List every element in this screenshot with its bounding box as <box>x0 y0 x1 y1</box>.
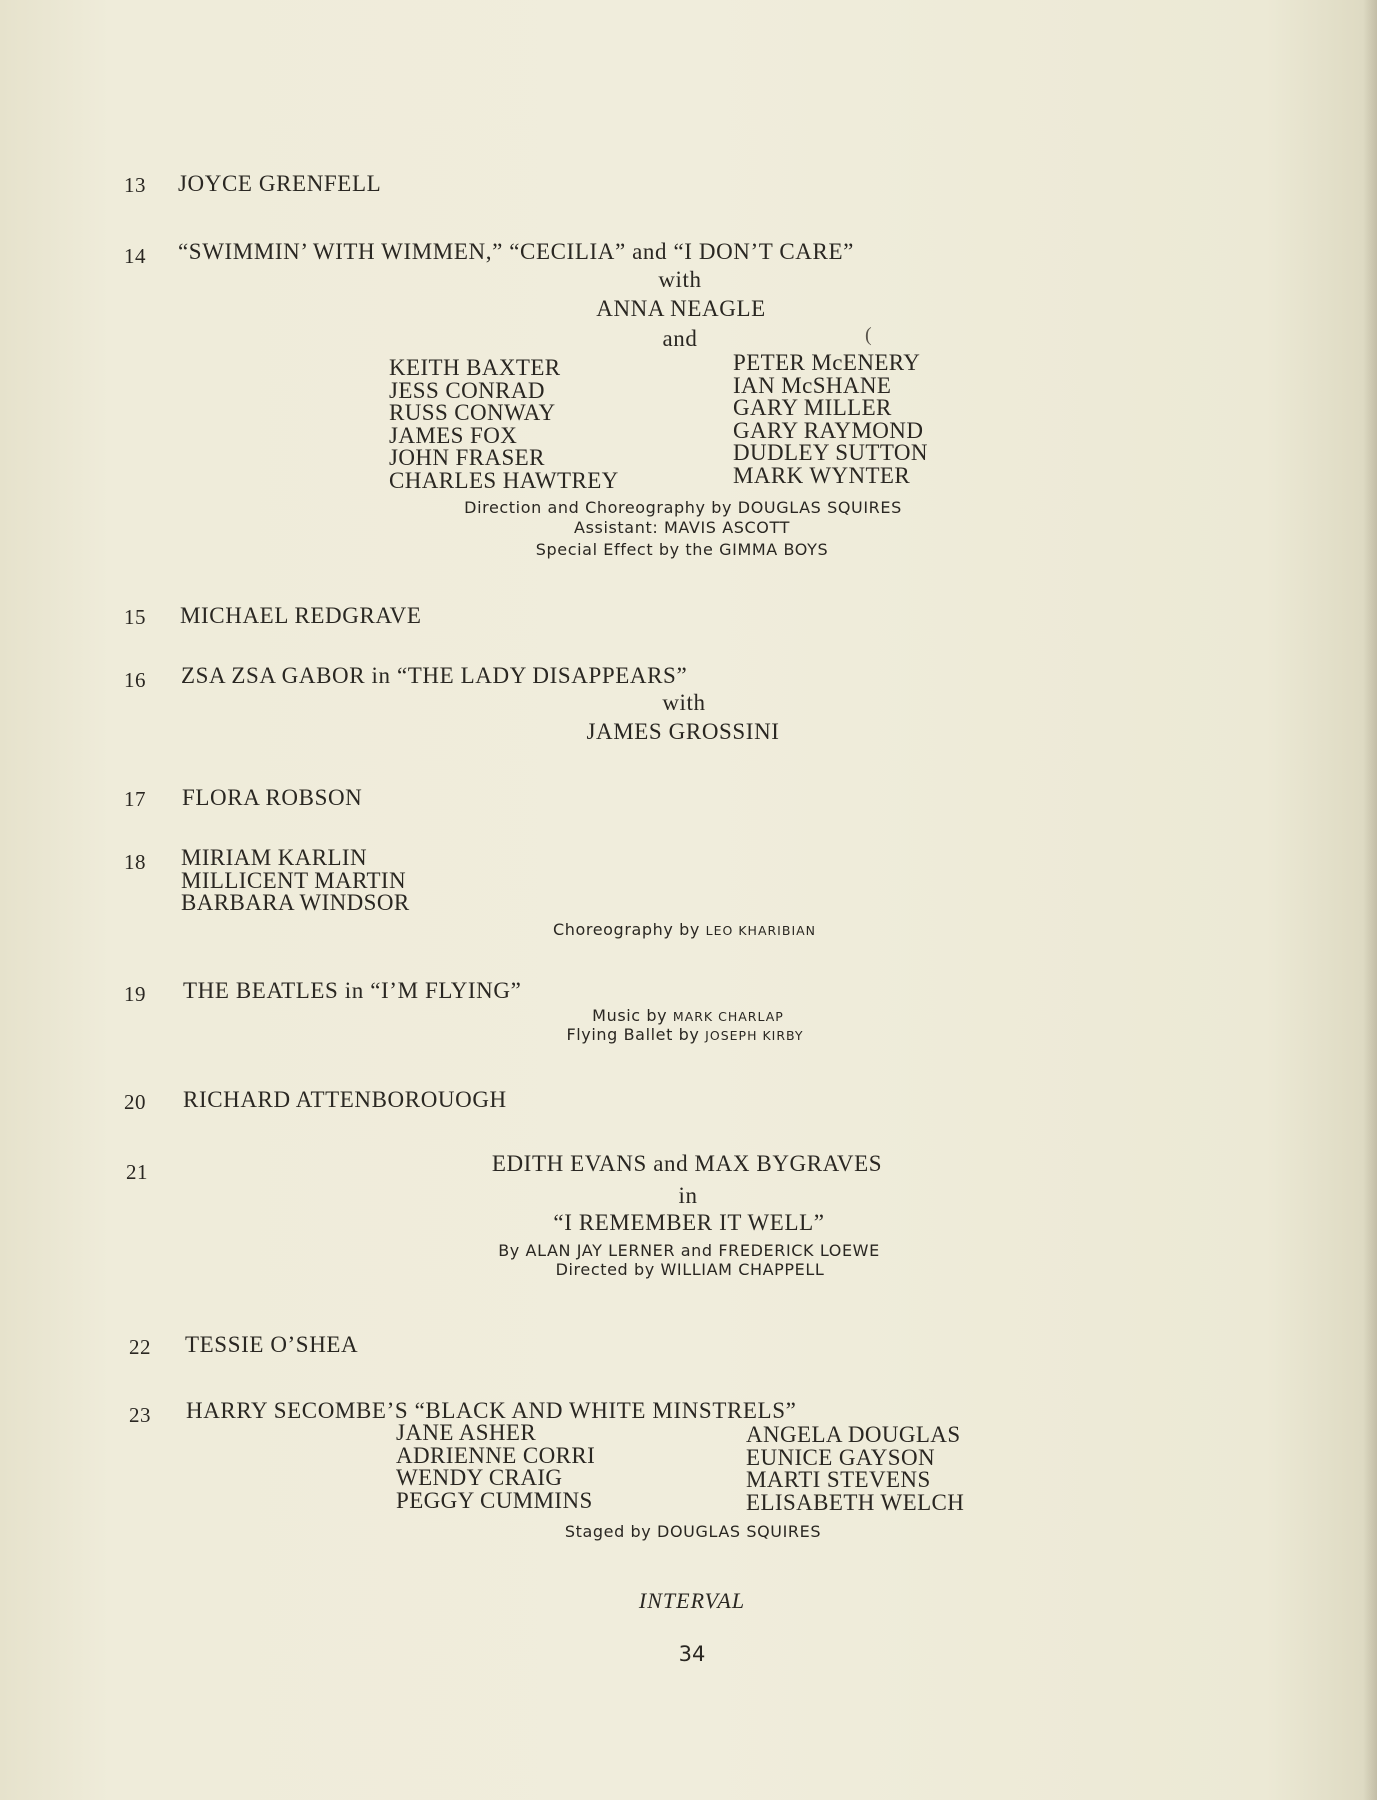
credit-name: MARK CHARLAP <box>672 1009 784 1024</box>
credit-line: Assistant: MAVIS ASCOTT <box>574 518 790 537</box>
credit-line <box>566 1025 803 1044</box>
item-title: TESSIE O’SHEA <box>185 1332 359 1357</box>
performer-name: MIRIAM KARLIN <box>181 845 367 870</box>
page-number: 34 <box>678 1642 706 1666</box>
item-number: 17 <box>124 787 146 811</box>
cast-list-right <box>746 1424 964 1514</box>
cast-list-left <box>396 1422 595 1512</box>
credit-line: Directed by WILLIAM CHAPPELL <box>555 1260 825 1279</box>
item-number: 18 <box>124 850 146 874</box>
cast-name: JAMES FOX <box>389 422 518 448</box>
credit-name: JOSEPH KIRBY <box>705 1028 804 1043</box>
performer-list <box>181 847 410 915</box>
credit-line: Special Effect by the GIMMA BOYS <box>535 540 829 559</box>
cast-name: DUDLEY SUTTON <box>733 440 928 465</box>
item-number: 16 <box>124 668 146 692</box>
lead-performer: ANNA NEAGLE <box>596 296 766 321</box>
interval-heading: INTERVAL <box>638 1588 746 1613</box>
item-number: 20 <box>124 1090 146 1114</box>
performer-name: MILLICENT MARTIN <box>181 867 406 893</box>
item-title: RICHARD ATTENBOROUOGH <box>183 1087 507 1112</box>
cast-name: MARK WYNTER <box>733 462 911 488</box>
cast-name: PEGGY CUMMINS <box>396 1487 593 1513</box>
credit-line <box>553 920 816 939</box>
in-text: in <box>678 1183 698 1208</box>
credit-line <box>592 1006 784 1025</box>
cast-name: ELISABETH WELCH <box>746 1489 965 1515</box>
cast-list-right <box>733 352 928 487</box>
cast-name: JANE ASHER <box>396 1420 537 1445</box>
cast-name: KEITH BAXTER <box>389 355 561 380</box>
item-title: JOYCE GRENFELL <box>178 171 382 196</box>
cast-name: IAN McSHANE <box>733 372 892 398</box>
cast-name: GARY MILLER <box>733 395 892 420</box>
cast-name: ANGELA DOUGLAS <box>746 1422 961 1447</box>
item-title: “SWIMMIN’ WITH WIMMEN,” “CECILIA” and “I DON’T CARE” <box>178 239 854 264</box>
cast-list-left <box>389 357 619 492</box>
credit-label: Flying Ballet by <box>566 1025 700 1044</box>
item-number: 15 <box>124 605 146 629</box>
credit-name: LEO KHARIBIAN <box>705 923 817 938</box>
cast-name: EUNICE GAYSON <box>746 1444 935 1470</box>
lead-performer: JAMES GROSSINI <box>586 719 780 744</box>
page-edge-shadow <box>1363 0 1377 1800</box>
cast-name: MARTI STEVENS <box>746 1467 931 1492</box>
item-number: 21 <box>126 1160 148 1184</box>
item-title: MICHAEL REDGRAVE <box>180 603 422 628</box>
credit-label: Choreography by <box>553 920 700 939</box>
with-text: with <box>662 690 706 715</box>
credit-line: Direction and Choreography by DOUGLAS SQUIRES <box>464 498 902 517</box>
cast-name: PETER McENERY <box>733 350 921 375</box>
cast-name: JESS CONRAD <box>389 377 545 403</box>
cast-name: JOHN FRASER <box>389 445 545 470</box>
song-title: “I REMEMBER IT WELL” <box>553 1210 825 1235</box>
item-number: 23 <box>129 1403 151 1427</box>
performer-name: BARBARA WINDSOR <box>181 890 410 915</box>
item-title: HARRY SECOMBE’S “BLACK AND WHITE MINSTRELS” <box>186 1398 797 1423</box>
with-text: with <box>658 267 702 292</box>
item-title: THE BEATLES in “I’M FLYING” <box>183 978 522 1003</box>
credit-line: By ALAN JAY LERNER and FREDERICK LOEWE <box>498 1241 880 1260</box>
item-number: 19 <box>124 982 146 1006</box>
cast-name: CHARLES HAWTREY <box>389 467 619 493</box>
and-text: and <box>662 326 698 351</box>
item-title: FLORA ROBSON <box>182 785 363 810</box>
item-number: 22 <box>129 1335 151 1359</box>
item-title: EDITH EVANS and MAX BYGRAVES <box>491 1151 883 1176</box>
item-title: ZSA ZSA GABOR in “THE LADY DISAPPEARS” <box>181 663 688 688</box>
cast-name: RUSS CONWAY <box>389 400 556 425</box>
item-number: 13 <box>124 173 146 197</box>
item-number: 14 <box>124 244 146 268</box>
credit-line: Staged by DOUGLAS SQUIRES <box>564 1522 822 1541</box>
cast-name: GARY RAYMOND <box>733 417 924 443</box>
credit-label: Music by <box>592 1006 668 1025</box>
cast-name: ADRIENNE CORRI <box>396 1442 596 1468</box>
cast-name: WENDY CRAIG <box>396 1465 563 1490</box>
stray-mark: ( <box>865 324 872 346</box>
